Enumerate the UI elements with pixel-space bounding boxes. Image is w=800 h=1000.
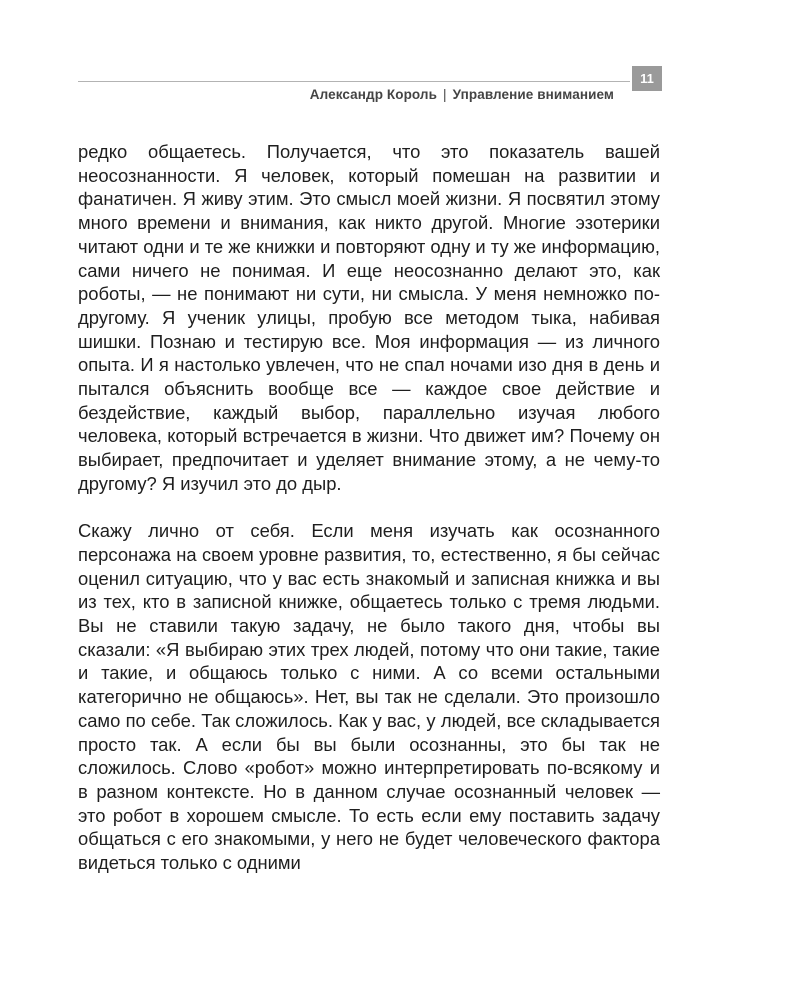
running-head — [78, 66, 662, 106]
header-rule — [78, 81, 630, 82]
header-separator: | — [443, 87, 447, 102]
page-number: 11 — [632, 66, 662, 91]
header-text — [310, 87, 614, 102]
paragraph: Скажу лично от себя. Если меня изучать как осознанного персонажа на своем уровне развития, то, естественно, я бы сейчас оценил ситуацию, что у вас есть знакомый и записная книжка и вы из тех, кто в записной книжке, общаетесь только с тремя людьми. Вы не ставили такую задачу, не было такого дня, чтобы вы сказали: «Я выбираю этих трех людей, потому что они такие, такие и такие, и общаюсь только с ними. А со всеми остальными категорично не общаюсь». Нет, вы так не сделали. Это произошло само по себе. Так сложилось. Как у вас, у людей, все складывается просто так. А если бы вы были осознанны, это бы так не сложилось. Слово «робот» можно интерпретировать по-всякому и в разном контексте. Но в данном случае осознанный человек — это робот в хорошем смысле. То есть если ему поставить задачу общаться с его знакомыми, у него не будет человеческого фактора видеться только с одними — [78, 520, 660, 874]
header-book-title: Управление вниманием — [452, 87, 614, 102]
page-body — [78, 140, 660, 875]
paragraph: редко общаетесь. Получается, что это показатель вашей неосознанности. Я человек, который помешан на развитии и фанатичен. Я живу этим. Это смысл моей жизни. Я посвятил этому много времени и внимания, как никто другой. Многие эзотерики читают одни и те же книжки и повторяют одну и ту же информацию, сами ничего не понимая. И еще неосознанно делают это, как роботы, — не понимают ни сути, ни смысла. У меня немножко по-другому. Я ученик улицы, пробую все методом тыка, набивая шишки. Познаю и тестирую все. Моя информация — из личного опыта. И я настолько увлечен, что не спал ночами изо дня в день и пытался объяснить вообще все — каждое свое действие и бездействие, каждый выбор, параллельно изучая любого человека, который встречается в жизни. Что движет им? Почему он выбирает, предпочитает и уделяет внимание этому, а не чему-то другому? Я изучил это до дыр. — [78, 141, 660, 494]
header-author: Александр Король — [309, 87, 438, 102]
